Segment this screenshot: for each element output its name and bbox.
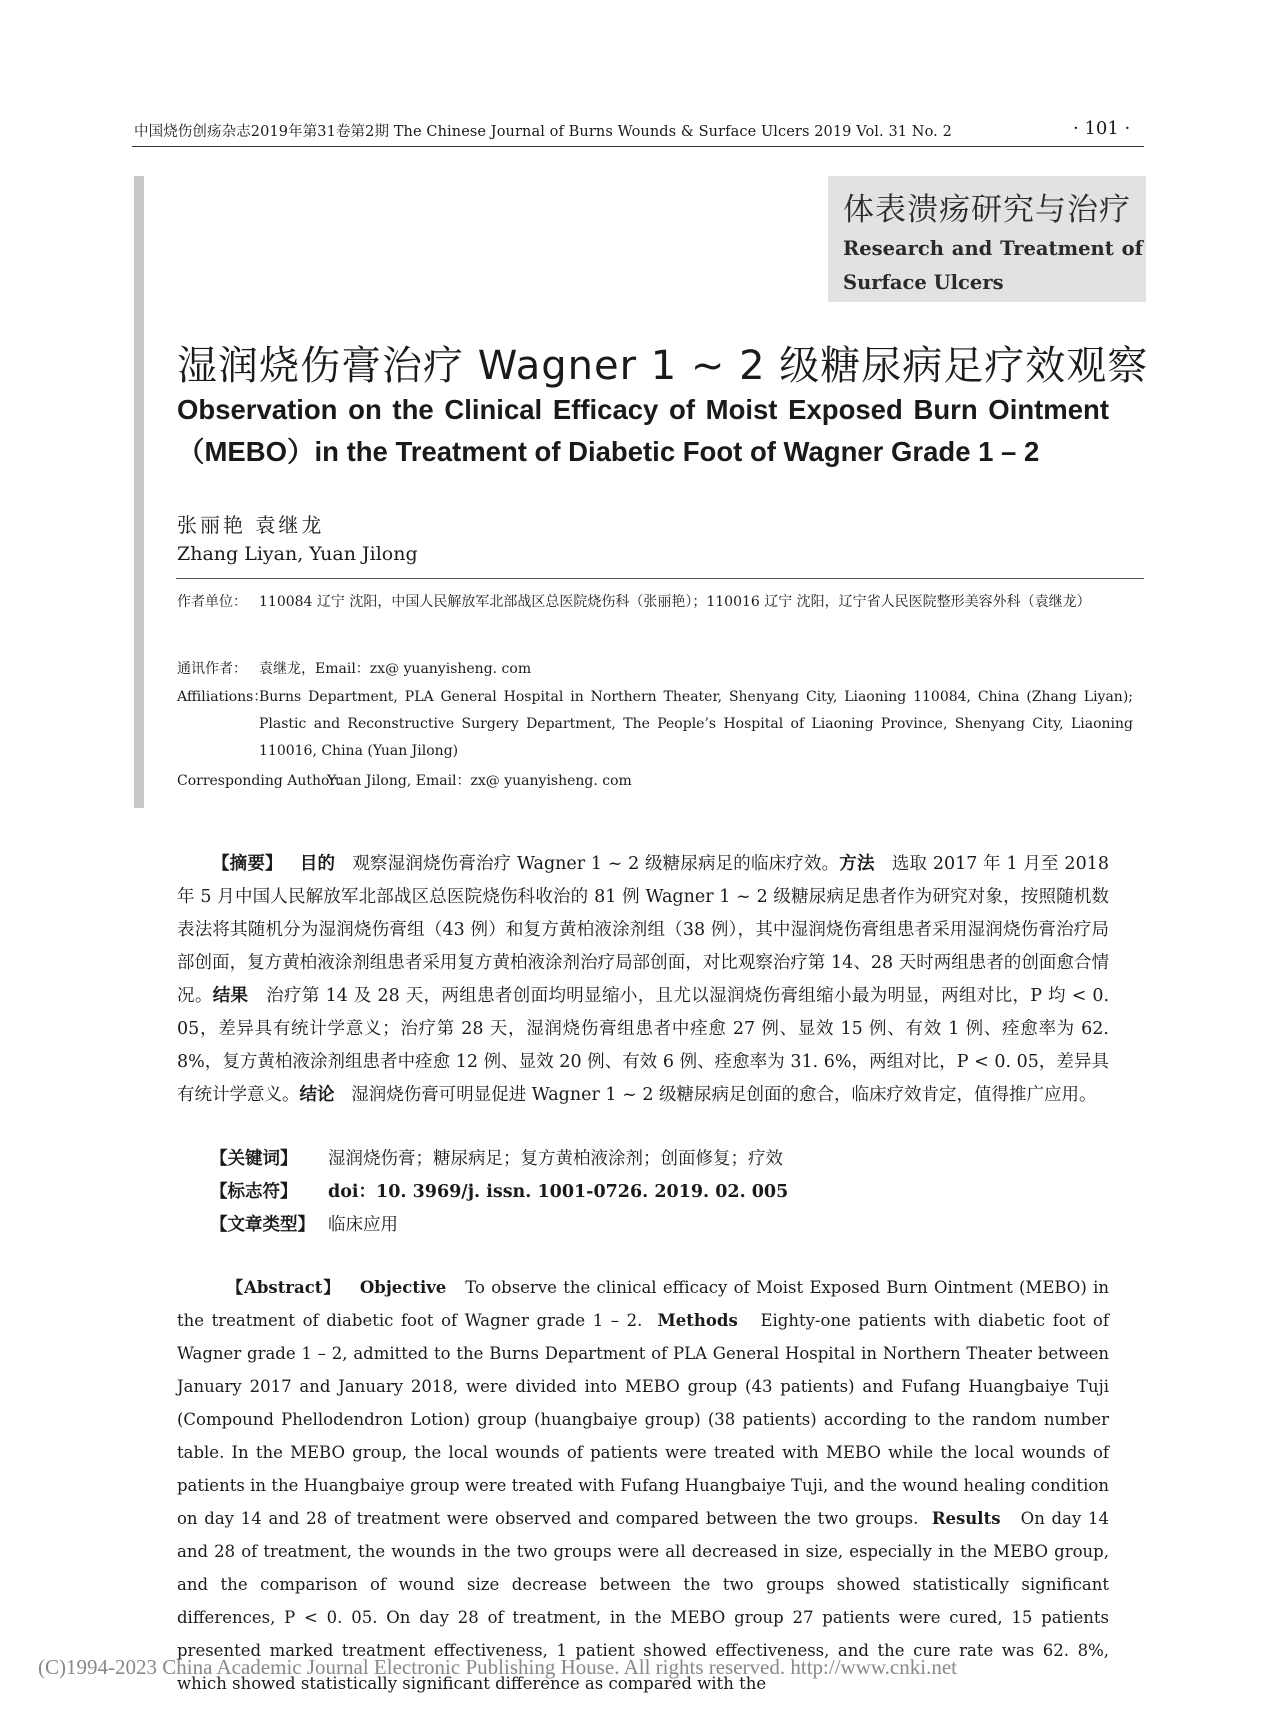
keywords-label: 【关键词】 [210, 1149, 298, 1169]
authors-rule [176, 578, 1144, 579]
affiliation-en-text: Burns Department, PLA General Hospital in Northern Theater, Shenyang City, Liaoning 110084, China (Zhang Liyan); Plastic and Reconstructive Surgery Department, The People’s Hospital of Liaoning Province, Shenyang City, Liaoning 110016, China (Yuan Jilong) [259, 689, 1133, 759]
abstract-en-methods: Eighty-one patients with diabetic foot of Wagner grade 1 – 2, admitted to the Burns Department of PLA General Hospital in Northern Theater between January 2017 and January 2018, were divided into MEBO group (43 patients) and Fufang Huangbaiye Tuji (Compound Phellodendron Lotion) group (huangbaiye group) (38 patients) according to the random number table. In the MEBO group, the local wounds of patients were treated with MEBO while the local wounds of patients in the Huangbaiye group were treated with Fufang Huangbaiye Tuji, and the wound healing condition on day 14 and 28 of treatment were observed and compared between the two groups. [177, 1311, 1109, 1528]
article-type-label: 【文章类型】 [210, 1215, 315, 1235]
abstract-cn-methods-label: 方法 [839, 854, 875, 874]
corresponding-en-text: Yuan Jilong, Email：zx@ yuanyisheng. com [327, 773, 632, 789]
column-title-en-line1: Research and Treatment of [843, 237, 1143, 260]
corresponding-cn-text: 袁继龙，Email：zx@ yuanyisheng. com [259, 661, 532, 677]
authors-en: Zhang Liyan, Yuan Jilong [177, 543, 418, 565]
article-title-cn: 湿润烧伤膏治疗 Wagner 1 ~ 2 级糖尿病足疗效观察 [177, 343, 1149, 389]
corresponding-en-label: Corresponding Author： [177, 773, 351, 789]
article-title-en-line2: （MEBO）in the Treatment of Diabetic Foot of Wagner Grade 1 – 2 [177, 436, 1040, 467]
copyright-footer: (C)1994-2023 China Academic Journal Electronic Publishing House. All rights reserved. http://www.cnki.net [38, 1655, 957, 1679]
authors-cn: 张丽艳 袁继龙 [177, 513, 325, 537]
corresponding-en [177, 768, 1137, 796]
abstract-cn-conclusion: 湿润烧伤膏可明显促进 Wagner 1 ~ 2 级糖尿病足创面的愈合，临床疗效肯定，值得推广应用。 [351, 1085, 1097, 1105]
running-header: 中国烧伤创疡杂志2019年第31卷第2期 The Chinese Journal of Burns Wounds & Surface Ulcers 2019 Vol. 31 No. 2 [134, 124, 952, 140]
abstract-cn-results: 治疗第 14 及 28 天，两组患者创面均明显缩小，且尤以湿润烧伤膏组缩小最为明显，两组对比，P 均 < 0. 05，差异具有统计学意义；治疗第 28 天，湿润烧伤膏组患者中痊愈 27 例、显效 15 例、有效 1 例、痊愈率为 62. 8%，复方黄柏液涂剂组患者中痊愈 12 例、显效 20 例、有效 6 例、痊愈率为 31. 6%，两组对比，P < 0. 05，差异具有统计学意义。 [177, 986, 1110, 1105]
affiliation-en-label: Affiliations： [177, 689, 268, 705]
column-title-cn: 体表溃疡研究与治疗 [843, 192, 1131, 228]
corresponding-cn-label: 通讯作者： [177, 661, 247, 677]
abstract-en-objective-label: Objective [359, 1278, 447, 1297]
doi-row [210, 1178, 788, 1203]
affiliation-cn [177, 589, 1137, 645]
abstract-en-results-label: Results [931, 1509, 1001, 1528]
abstract-cn-label: 【摘要】 [212, 854, 283, 874]
abstract-en-methods-label: Methods [657, 1311, 738, 1330]
article-type-row [210, 1211, 398, 1236]
abstract-cn-objective: 观察湿润烧伤膏治疗 Wagner 1 ~ 2 级糖尿病足的临床疗效。 [352, 854, 840, 874]
doi-text: doi：10. 3969/j. issn. 1001-0726. 2019. 02. 005 [328, 1182, 789, 1202]
keywords-text: 湿润烧伤膏；糖尿病足；复方黄柏液涂剂；创面修复；疗效 [328, 1149, 783, 1169]
affiliation-cn-label: 作者单位： [177, 594, 247, 610]
abstract-cn [177, 848, 1109, 1112]
abstract-en-results: On day 14 and 28 of treatment, the wounds in the two groups were all decreased in size, especially in the MEBO group, and the comparison of wound size decrease between the two groups showed statistically significant differences, P < 0. 05. On day 28 of treatment, in the MEBO group 27 patients were cured, 15 patients presented marked treatment effectiveness, 1 patient showed effectiveness, and the cure rate was 62. 8%, which showed statistically significant difference as compared with the [177, 1509, 1109, 1693]
abstract-cn-results-label: 结果 [212, 986, 249, 1006]
column-title-en-line2: Surface Ulcers [843, 271, 1004, 294]
abstract-cn-conclusion-label: 结论 [299, 1085, 335, 1105]
doi-label: 【标志符】 [210, 1182, 298, 1202]
abstract-cn-objective-label: 目的 [299, 854, 336, 874]
abstract-cn-methods: 选取 2017 年 1 月至 2018 年 5 月中国人民解放军北部战区总医院烧伤科收治的 81 例 Wagner 1 ~ 2 级糖尿病足患者作为研究对象，按照随机数表法将其随机分为湿润烧伤膏组（43 例）和复方黄柏液涂剂组（38 例），其中湿润烧伤膏组患者采用湿润烧伤膏治疗局部创面，复方黄柏液涂剂组患者采用复方黄柏液涂剂治疗局部创面，对比观察治疗第 14、28 天时两组患者的创面愈合情况。 [177, 854, 1109, 1006]
abstract-en-label: 【Abstract】 [226, 1278, 341, 1297]
keywords-row [210, 1145, 783, 1170]
left-accent-bar [134, 176, 144, 808]
header-rule [132, 146, 1144, 147]
corresponding-cn [177, 656, 1137, 684]
article-title-en [177, 389, 1109, 473]
affiliation-en [177, 684, 1137, 768]
abstract-en [177, 1271, 1109, 1700]
abstract-en-objective: To observe the clinical efficacy of Moist Exposed Burn Ointment (MEBO) in the treatment of diabetic foot of Wagner grade 1 – 2. [177, 1278, 1109, 1330]
article-type-text: 临床应用 [328, 1215, 398, 1235]
page-number: · 101 · [1073, 118, 1131, 139]
article-title-en-line1: Observation on the Clinical Efficacy of Moist Exposed Burn Ointment [177, 394, 1109, 425]
affiliation-cn-text: 110084 辽宁 沈阳，中国人民解放军北部战区总医院烧伤科（张丽艳）；110016 辽宁 沈阳，辽宁省人民医院整形美容外科（袁继龙） [259, 594, 1091, 610]
